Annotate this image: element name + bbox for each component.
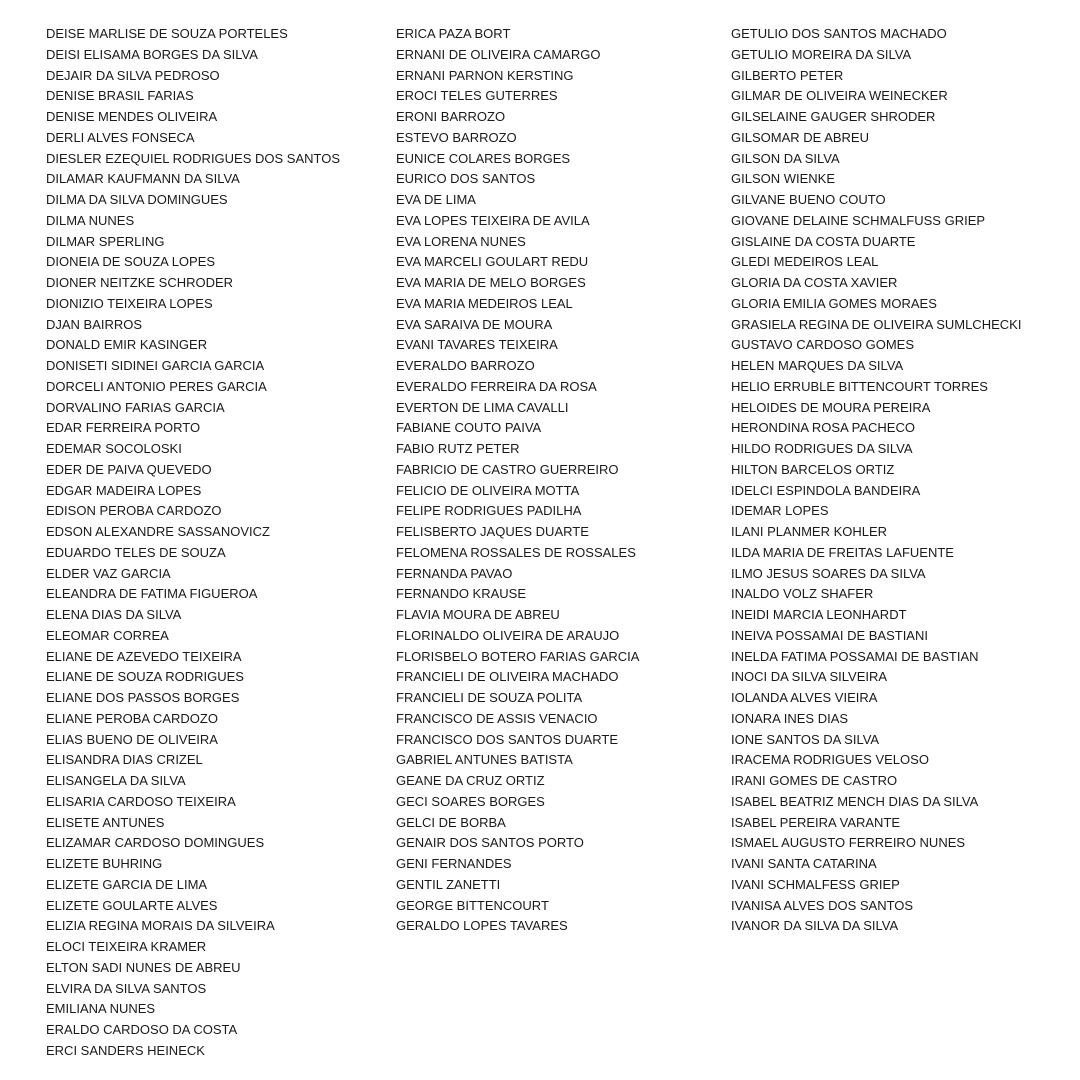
name-column-2	[396, 24, 726, 937]
name-entry: DORCELI ANTONIO PERES GARCIA	[46, 378, 267, 394]
name-entry: GERALDO LOPES TAVARES	[396, 918, 568, 934]
name-entry: DIONEIA DE SOUZA LOPES	[46, 254, 216, 270]
name-entry: ERICA PAZA BORT	[396, 26, 511, 41]
name-entry: ILANI PLANMER KOHLER	[731, 524, 888, 539]
name-entry: HILTON BARCELOS ORTIZ	[731, 461, 895, 477]
name-entry: GETULIO DOS SANTOS MACHADO	[731, 26, 947, 41]
name-entry: FRANCISCO DE ASSIS VENACIO	[396, 710, 598, 726]
name-entry: ERCI SANDERS HEINECK	[46, 1042, 205, 1058]
name-entry: GILMAR DE OLIVEIRA WEINECKER	[731, 88, 948, 104]
name-entry: ELISARIA CARDOSO TEIXEIRA	[46, 793, 236, 809]
name-entry: EDAR FERREIRA PORTO	[46, 420, 201, 436]
name-entry: DEISI ELISAMA BORGES DA SILVA	[46, 46, 258, 62]
name-entry: FELISBERTO JAQUES DUARTE	[396, 524, 589, 539]
name-entry: DEISE MARLISE DE SOUZA PORTELES	[46, 26, 288, 41]
name-entry: DILAMAR KAUFMANN DA SILVA	[46, 171, 240, 187]
name-entry: IDELCI ESPINDOLA BANDEIRA	[731, 482, 921, 498]
name-entry: DONALD EMIR KASINGER	[46, 337, 208, 353]
name-entry: ELISANDRA DIAS CRIZEL	[46, 752, 203, 768]
name-entry: ILDA MARIA DE FREITAS LAFUENTE	[731, 544, 954, 560]
name-entry: ELIAS BUENO DE OLIVEIRA	[46, 731, 218, 747]
name-entry: INEIVA POSSAMAI DE BASTIANI	[731, 627, 928, 643]
name-entry: INELDA FATIMA POSSAMAI DE BASTIAN	[731, 648, 979, 664]
name-entry: EDEMAR SOCOLOSKI	[46, 441, 182, 456]
name-entry: DJAN BAIRROS	[46, 316, 143, 332]
name-entry: EDSON ALEXANDRE SASSANOVICZ	[46, 524, 270, 539]
name-entry: EVERALDO BARROZO	[396, 358, 535, 373]
name-entry: ELIZETE GOULARTE ALVES	[46, 897, 218, 913]
name-entry: GISLAINE DA COSTA DUARTE	[731, 233, 916, 249]
name-entry: ISABEL PEREIRA VARANTE	[731, 814, 901, 830]
name-entry: HILDO RODRIGUES DA SILVA	[731, 441, 913, 456]
name-entry: GEANE DA CRUZ ORTIZ	[396, 773, 545, 788]
name-entry: GILSON WIENKE	[731, 171, 836, 187]
name-entry: FERNANDA PAVAO	[396, 565, 513, 581]
name-entry: INOCI DA SILVA SILVEIRA	[731, 669, 888, 685]
name-entry: HERONDINA ROSA PACHECO	[731, 420, 915, 436]
name-entry: IVANI SANTA CATARINA	[731, 856, 877, 871]
name-entry: ELISETE ANTUNES	[46, 814, 165, 830]
name-entry: ELENA DIAS DA SILVA	[46, 607, 182, 622]
name-entry: ELEANDRA DE FATIMA FIGUEROA	[46, 586, 258, 602]
name-entry: GIOVANE DELAINE SCHMALFUSS GRIEP	[731, 212, 986, 228]
name-entry: DENISE BRASIL FARIAS	[46, 88, 194, 104]
name-entry: EVA SARAIVA DE MOURA	[396, 316, 553, 332]
name-entry: FELOMENA ROSSALES DE ROSSALES	[396, 544, 636, 560]
name-entry: DILMA DA SILVA DOMINGUES	[46, 192, 228, 207]
name-entry: DEJAIR DA SILVA PEDROSO	[46, 67, 220, 83]
name-entry: HELOIDES DE MOURA PEREIRA	[731, 399, 931, 415]
name-entry: DIONIZIO TEIXEIRA LOPES	[46, 295, 213, 311]
name-entry: IVANISA ALVES DOS SANTOS	[731, 897, 914, 913]
name-entry: FRANCIELI DE OLIVEIRA MACHADO	[396, 669, 619, 685]
name-entry: EDISON PEROBA CARDOZO	[46, 503, 222, 519]
name-entry: IONE SANTOS DA SILVA	[731, 731, 880, 747]
name-entry: ELIANE DE AZEVEDO TEIXEIRA	[46, 648, 242, 664]
name-entry: DILMA NUNES	[46, 212, 135, 228]
name-entry: ELIZIA REGINA MORAIS DA SILVEIRA	[46, 918, 275, 934]
name-entry: DENISE MENDES OLIVEIRA	[46, 109, 218, 124]
name-entry: ELISANGELA DA SILVA	[46, 773, 186, 788]
name-entry: ELIZAMAR CARDOSO DOMINGUES	[46, 835, 265, 851]
name-entry: ERNANI DE OLIVEIRA CAMARGO	[396, 46, 601, 62]
name-entry: HELIO ERRUBLE BITTENCOURT TORRES	[731, 378, 988, 394]
name-entry: INALDO VOLZ SHAFER	[731, 586, 874, 602]
name-entry: GENAIR DOS SANTOS PORTO	[396, 835, 584, 851]
name-entry: IVANI SCHMALFESS GRIEP	[731, 876, 900, 892]
name-entry: IOLANDA ALVES VIEIRA	[731, 690, 878, 705]
name-entry: ELTON SADI NUNES DE ABREU	[46, 959, 241, 975]
name-entry: EVA DE LIMA	[396, 192, 476, 207]
name-entry: GILVANE BUENO COUTO	[731, 192, 886, 207]
name-entry: ELDER VAZ GARCIA	[46, 565, 171, 581]
name-entry: ISMAEL AUGUSTO FERREIRO NUNES	[731, 835, 966, 851]
name-entry: GLORIA EMILIA GOMES MORAES	[731, 295, 937, 311]
name-entry: EVANI TAVARES TEIXEIRA	[396, 337, 558, 353]
name-entry: DERLI ALVES FONSECA	[46, 129, 195, 145]
name-entry: GILBERTO PETER	[731, 67, 844, 83]
name-entry: DIONER NEITZKE SCHRODER	[46, 275, 234, 290]
name-entry: EVA LOPES TEIXEIRA DE AVILA	[396, 212, 590, 228]
name-column-1	[46, 24, 386, 1062]
name-entry: EDUARDO TELES DE SOUZA	[46, 544, 226, 560]
name-entry: EURICO DOS SANTOS	[396, 171, 536, 187]
name-entry: IONARA INES DIAS	[731, 710, 849, 726]
name-entry: GLORIA DA COSTA XAVIER	[731, 275, 898, 290]
name-entry: EUNICE COLARES BORGES	[396, 150, 571, 166]
name-entry: ELIZETE BUHRING	[46, 856, 163, 871]
name-entry: EVA MARIA DE MELO BORGES	[396, 275, 586, 290]
name-entry: GABRIEL ANTUNES BATISTA	[396, 752, 573, 768]
name-entry: ISABEL BEATRIZ MENCH DIAS DA SILVA	[731, 793, 979, 809]
name-entry: EDGAR MADEIRA LOPES	[46, 482, 202, 498]
name-entry: FABRICIO DE CASTRO GUERREIRO	[396, 461, 619, 477]
name-entry: EMILIANA NUNES	[46, 1001, 156, 1017]
name-entry: EVERALDO FERREIRA DA ROSA	[396, 378, 597, 394]
name-entry: ELIANE DOS PASSOS BORGES	[46, 690, 240, 705]
name-entry: INEIDI MARCIA LEONHARDT	[731, 607, 907, 622]
name-entry: EDER DE PAIVA QUEVEDO	[46, 461, 212, 477]
name-entry: FERNANDO KRAUSE	[396, 586, 527, 602]
name-entry: GRASIELA REGINA DE OLIVEIRA SUMLCHECKI	[731, 316, 1022, 332]
name-entry: ERALDO CARDOSO DA COSTA	[46, 1022, 238, 1037]
name-entry: FRANCISCO DOS SANTOS DUARTE	[396, 731, 618, 747]
name-entry: IRANI GOMES DE CASTRO	[731, 773, 898, 788]
name-entry: DILMAR SPERLING	[46, 233, 165, 249]
name-entry: ESTEVO BARROZO	[396, 129, 517, 145]
name-entry: HELEN MARQUES DA SILVA	[731, 358, 904, 373]
name-entry: FABIANE COUTO PAIVA	[396, 420, 542, 436]
name-entry: FRANCIELI DE SOUZA POLITA	[396, 690, 583, 705]
name-entry: ERNANI PARNON KERSTING	[396, 67, 574, 83]
name-entry: FLORISBELO BOTERO FARIAS GARCIA	[396, 648, 640, 664]
name-entry: GETULIO MOREIRA DA SILVA	[731, 46, 912, 62]
name-column-3	[731, 24, 1076, 937]
name-entry: GELCI DE BORBA	[396, 814, 506, 830]
name-entry: GEORGE BITTENCOURT	[396, 897, 549, 913]
name-entry: GILSOMAR DE ABREU	[731, 129, 869, 145]
name-entry: EROCI TELES GUTERRES	[396, 88, 558, 104]
name-entry: ELOCI TEIXEIRA KRAMER	[46, 939, 207, 954]
name-entry: FELICIO DE OLIVEIRA MOTTA	[396, 482, 580, 498]
name-entry: GILSELAINE GAUGER SHRODER	[731, 109, 936, 124]
name-entry: GILSON DA SILVA	[731, 150, 840, 166]
name-entry: ELVIRA DA SILVA SANTOS	[46, 980, 207, 996]
name-entry: FABIO RUTZ PETER	[396, 441, 520, 456]
name-entry: EVERTON DE LIMA CAVALLI	[396, 399, 569, 415]
name-entry: GENTIL ZANETTI	[396, 876, 501, 892]
name-entry: GECI SOARES BORGES	[396, 793, 545, 809]
name-entry: GUSTAVO CARDOSO GOMES	[731, 337, 914, 353]
name-entry: ERONI BARROZO	[396, 109, 506, 124]
name-entry: ELEOMAR CORREA	[46, 627, 169, 643]
name-entry: EVA LORENA NUNES	[396, 233, 526, 249]
name-entry: IRACEMA RODRIGUES VELOSO	[731, 752, 929, 768]
name-entry: EVA MARIA MEDEIROS LEAL	[396, 295, 573, 311]
name-entry: FELIPE RODRIGUES PADILHA	[396, 503, 582, 519]
name-entry: DONISETI SIDINEI GARCIA GARCIA	[46, 358, 265, 373]
name-entry: DIESLER EZEQUIEL RODRIGUES DOS SANTOS	[46, 150, 341, 166]
name-entry: ELIANE PEROBA CARDOZO	[46, 710, 218, 726]
name-entry: FLAVIA MOURA DE ABREU	[396, 607, 560, 622]
name-entry: ELIZETE GARCIA DE LIMA	[46, 876, 208, 892]
name-entry: FLORINALDO OLIVEIRA DE ARAUJO	[396, 627, 620, 643]
name-entry: ELIANE DE SOUZA RODRIGUES	[46, 669, 244, 685]
name-entry: ILMO JESUS SOARES DA SILVA	[731, 565, 926, 581]
name-entry: IVANOR DA SILVA DA SILVA	[731, 918, 899, 934]
name-entry: DORVALINO FARIAS GARCIA	[46, 399, 225, 415]
name-entry: GLEDI MEDEIROS LEAL	[731, 254, 879, 270]
name-entry: EVA MARCELI GOULART REDU	[396, 254, 589, 270]
name-entry: IDEMAR LOPES	[731, 503, 829, 519]
name-entry: GENI FERNANDES	[396, 856, 512, 871]
